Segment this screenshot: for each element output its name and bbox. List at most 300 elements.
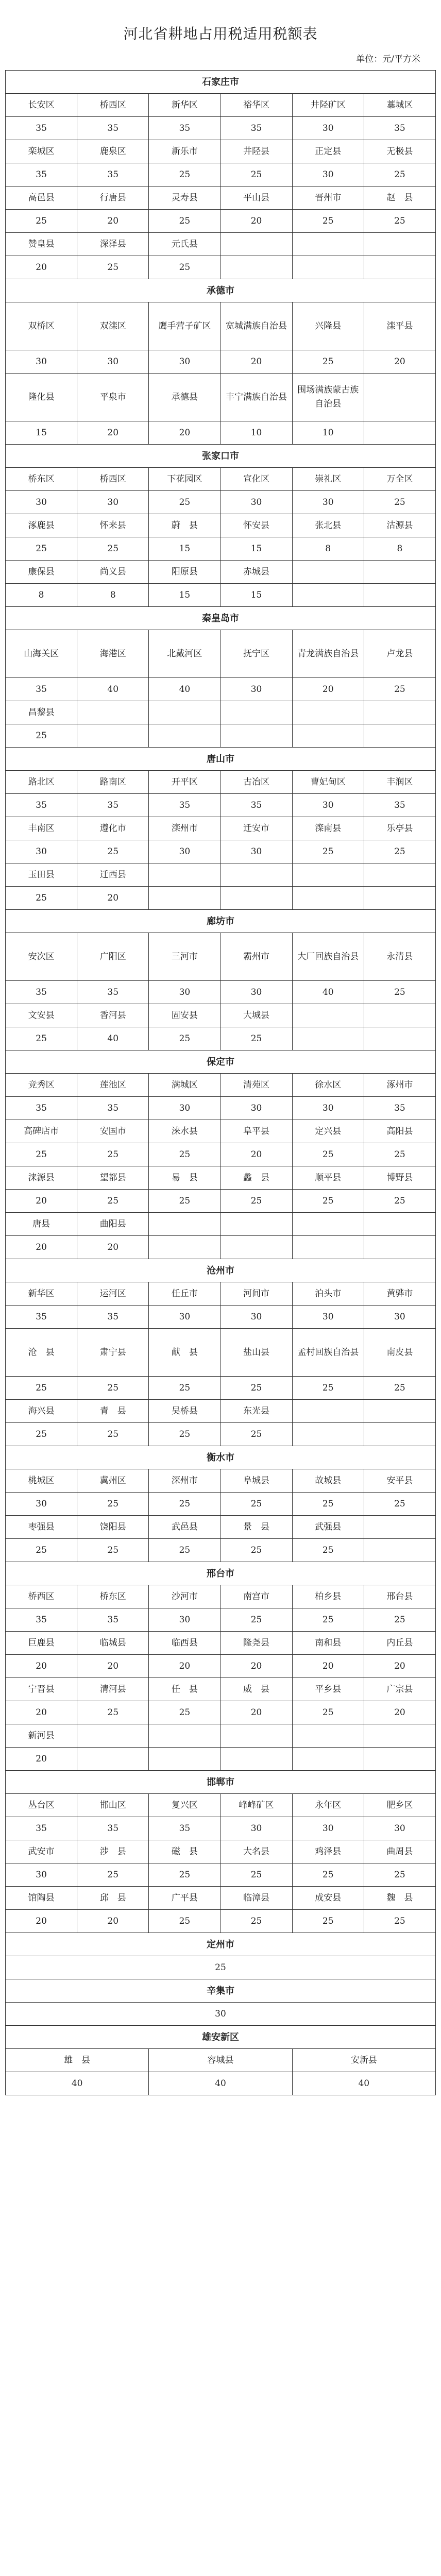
tax-rate-value: 25 [77,256,149,279]
district-name-row [6,187,436,210]
district-name-row [6,1213,436,1236]
tax-rate-value: 25 [364,678,435,701]
tax-value-row [6,1423,436,1446]
district-name-row [6,94,436,117]
tax-rate-value: 15 [149,584,220,607]
empty-cell [364,887,435,910]
city-name: 廊坊市 [6,910,436,933]
district-name: 广阳区 [77,933,149,981]
tax-value-row [6,421,436,445]
district-name: 玉田县 [6,863,77,887]
district-name-row [6,1469,436,1493]
empty-cell [292,1724,364,1748]
district-name: 邯山区 [77,1794,149,1817]
tax-rate-value: 25 [220,1377,292,1400]
city-name: 定州市 [6,1933,436,1956]
tax-rate-value: 15 [149,537,220,561]
district-name: 宁晋县 [6,1678,77,1701]
district-name-row [6,1632,436,1655]
tax-rate-value: 40 [292,2072,435,2095]
district-name: 丰润区 [364,771,435,794]
district-name: 临城县 [77,1632,149,1655]
empty-cell [292,1748,364,1771]
district-name: 赞皇县 [6,233,77,256]
tax-rate-value: 25 [149,256,220,279]
district-name: 平乡县 [292,1678,364,1701]
district-name: 平山县 [220,187,292,210]
tax-rate-value: 25 [364,1143,435,1166]
tax-rate-value: 35 [364,1097,435,1120]
district-name-row [6,1516,436,1539]
tax-rate-value: 25 [6,887,77,910]
tax-rate-value: 25 [220,1539,292,1562]
tax-rate-value: 30 [149,350,220,374]
district-name: 青龙满族自治县 [292,630,364,678]
empty-cell [149,1213,220,1236]
tax-rate-value: 30 [292,794,364,817]
tax-value-row [6,1701,436,1724]
district-name: 临漳县 [220,1887,292,1910]
empty-cell [77,724,149,748]
tax-value-row [6,840,436,863]
tax-rate-value: 25 [149,1143,220,1166]
empty-cell [220,1213,292,1236]
empty-cell [220,1236,292,1259]
district-name: 高阳县 [364,1120,435,1143]
empty-cell [364,584,435,607]
tax-value-row [6,210,436,233]
tax-rate-value: 25 [77,1539,149,1562]
tax-rate-value: 25 [149,491,220,514]
district-name: 香河县 [77,1004,149,1027]
tax-rate-value: 35 [77,1097,149,1120]
district-name: 阜平县 [220,1120,292,1143]
empty-cell [364,1213,435,1236]
district-name: 晋州市 [292,187,364,210]
district-name: 泊头市 [292,1282,364,1306]
district-name: 裕华区 [220,94,292,117]
tax-value-row [6,1608,436,1632]
tax-rate-value: 8 [6,584,77,607]
tax-value-row [6,163,436,187]
district-name: 桥东区 [6,468,77,491]
city-header-row [6,1259,436,1282]
tax-rate-value: 30 [220,491,292,514]
empty-cell [149,724,220,748]
tax-rate-value: 30 [364,1817,435,1840]
tax-rate-value: 25 [149,1910,220,1933]
empty-cell [292,256,364,279]
tax-rate-value: 25 [6,1539,77,1562]
tax-rate-value: 25 [6,210,77,233]
district-name: 三河市 [149,933,220,981]
tax-rate-value: 20 [6,1748,77,1771]
tax-rate-value: 25 [364,1493,435,1516]
district-name: 竞秀区 [6,1074,77,1097]
district-name: 海港区 [77,630,149,678]
district-name: 南皮县 [364,1329,435,1377]
tax-rate-value: 25 [77,840,149,863]
empty-cell [364,256,435,279]
tax-rate-value: 30 [292,117,364,140]
tax-rate-value: 8 [77,584,149,607]
district-name: 赤城县 [220,561,292,584]
tax-rate-value: 30 [149,981,220,1004]
tax-rate-value: 35 [149,117,220,140]
tax-rate-value: 20 [364,350,435,374]
tax-rate-value: 25 [77,1423,149,1446]
district-name: 涉 县 [77,1840,149,1863]
tax-value-row [6,1143,436,1166]
tax-rate-value: 25 [220,1910,292,1933]
district-name: 鹰手营子矿区 [149,302,220,350]
tax-rate-value: 20 [77,1910,149,1933]
tax-rate-value: 25 [364,163,435,187]
district-name: 高碑店市 [6,1120,77,1143]
tax-rate-value: 25 [220,1027,292,1050]
tax-rate-value: 20 [77,421,149,445]
tax-rate-value: 25 [364,1190,435,1213]
tax-rate-value: 20 [6,1236,77,1259]
tax-rate-value: 20 [292,678,364,701]
empty-cell [292,1004,364,1027]
tax-rate-value: 30 [6,840,77,863]
city-header-row [6,910,436,933]
tax-rate-value: 35 [6,1608,77,1632]
city-name: 张家口市 [6,445,436,468]
district-name: 双滦区 [77,302,149,350]
district-name: 阜城县 [220,1469,292,1493]
district-name: 路北区 [6,771,77,794]
tax-rate-value: 35 [6,163,77,187]
district-name-row [6,1329,436,1377]
district-name: 复兴区 [149,1794,220,1817]
district-name: 莲池区 [77,1074,149,1097]
district-name: 灵寿县 [149,187,220,210]
tax-rate-value: 15 [6,421,77,445]
tax-rate-value: 25 [77,537,149,561]
tax-rate-value: 25 [364,491,435,514]
tax-rate-value: 25 [292,1493,364,1516]
district-name: 清河县 [77,1678,149,1701]
district-name: 南宫市 [220,1585,292,1608]
city-name: 保定市 [6,1050,436,1074]
tax-value-row [6,491,436,514]
empty-cell [364,863,435,887]
district-name: 滦南县 [292,817,364,840]
empty-cell [364,1724,435,1748]
district-name-row [6,771,436,794]
district-name: 沙河市 [149,1585,220,1608]
district-name: 内丘县 [364,1632,435,1655]
tax-rate-value: 25 [6,1956,436,1979]
empty-cell [364,374,435,421]
empty-cell [149,1748,220,1771]
district-name-row [6,1004,436,1027]
tax-value-row [6,2003,436,2026]
district-name: 成安县 [292,1887,364,1910]
district-name: 沧 县 [6,1329,77,1377]
district-name: 唐县 [6,1213,77,1236]
district-name-row [6,1887,436,1910]
empty-cell [292,1027,364,1050]
tax-rate-value: 35 [77,794,149,817]
tax-rate-value: 30 [292,1306,364,1329]
district-name: 井陉县 [220,140,292,163]
district-name: 涞水县 [149,1120,220,1143]
district-name-row [6,302,436,350]
district-name: 长安区 [6,94,77,117]
district-name-row [6,561,436,584]
district-name: 隆尧县 [220,1632,292,1655]
city-header-row [6,1446,436,1469]
tax-rate-value: 35 [220,117,292,140]
tax-rate-value: 30 [364,1306,435,1329]
district-name: 盐山县 [220,1329,292,1377]
tax-rate-value: 30 [6,2003,436,2026]
tax-rate-value: 30 [149,840,220,863]
district-name: 阳原县 [149,561,220,584]
empty-cell [292,1213,364,1236]
tax-rate-value: 25 [292,1143,364,1166]
tax-rate-value: 25 [149,1423,220,1446]
tax-rate-value: 35 [6,1097,77,1120]
tax-value-row [6,794,436,817]
empty-cell [364,421,435,445]
district-name: 海兴县 [6,1400,77,1423]
tax-rate-value: 20 [220,1143,292,1166]
district-name: 曲周县 [364,1840,435,1863]
empty-cell [364,1516,435,1539]
district-name: 临西县 [149,1632,220,1655]
city-name: 邯郸市 [6,1771,436,1794]
district-name: 雄 县 [6,2049,149,2072]
city-header-row [6,607,436,630]
tax-rate-value: 25 [364,1377,435,1400]
tax-rate-value: 25 [149,210,220,233]
district-name: 涿鹿县 [6,514,77,537]
district-name: 元氏县 [149,233,220,256]
tax-rate-value: 25 [292,1190,364,1213]
city-header-row [6,1050,436,1074]
tax-rate-value: 20 [364,1655,435,1678]
tax-rate-value: 30 [220,1306,292,1329]
district-name: 正定县 [292,140,364,163]
tax-rate-value: 35 [6,678,77,701]
tax-rate-value: 25 [149,1701,220,1724]
city-name: 沧州市 [6,1259,436,1282]
city-header-row [6,1979,436,2003]
empty-cell [364,724,435,748]
empty-cell [220,887,292,910]
city-name: 石家庄市 [6,71,436,94]
district-name: 任 县 [149,1678,220,1701]
tax-rate-value: 25 [220,1190,292,1213]
district-name-row [6,1724,436,1748]
empty-cell [364,1027,435,1050]
district-name: 井陉矿区 [292,94,364,117]
tax-rate-value: 30 [292,1097,364,1120]
district-name-row [6,468,436,491]
tax-rate-value: 35 [364,117,435,140]
district-name: 霸州市 [220,933,292,981]
district-name: 定兴县 [292,1120,364,1143]
empty-cell [220,233,292,256]
empty-cell [220,863,292,887]
district-name: 平泉市 [77,374,149,421]
empty-cell [149,701,220,724]
district-name-row [6,1585,436,1608]
district-name: 丰南区 [6,817,77,840]
tax-value-row [6,1306,436,1329]
district-name-row [6,1400,436,1423]
district-name: 满城区 [149,1074,220,1097]
district-name: 丰宁满族自治县 [220,374,292,421]
tax-rate-value: 25 [149,1863,220,1887]
city-header-row [6,1562,436,1585]
tax-rate-value: 8 [292,537,364,561]
tax-rate-value: 35 [6,981,77,1004]
district-name: 文安县 [6,1004,77,1027]
city-name: 雄安新区 [6,2026,436,2049]
district-name: 蔚 县 [149,514,220,537]
tax-rate-value: 30 [6,350,77,374]
district-name: 万全区 [364,468,435,491]
district-name: 献 县 [149,1329,220,1377]
district-name: 东光县 [220,1400,292,1423]
district-name: 肥乡区 [364,1794,435,1817]
tax-rate-value: 10 [220,421,292,445]
district-name: 鹿泉区 [77,140,149,163]
district-name: 深州市 [149,1469,220,1493]
tax-rate-value: 25 [6,1027,77,1050]
tax-rate-value: 25 [77,1190,149,1213]
tax-rate-value: 25 [6,1143,77,1166]
tax-rate-value: 30 [6,491,77,514]
district-name: 南和县 [292,1632,364,1655]
tax-rate-value: 25 [292,840,364,863]
tax-rate-value: 20 [6,1910,77,1933]
district-name: 滦州市 [149,817,220,840]
tax-rate-value: 25 [77,1863,149,1887]
district-name: 涞源县 [6,1166,77,1190]
district-name: 行唐县 [77,187,149,210]
city-name: 秦皇岛市 [6,607,436,630]
tax-rate-value: 30 [220,1817,292,1840]
district-name: 大名县 [220,1840,292,1863]
district-name: 无极县 [364,140,435,163]
tax-rate-value: 40 [149,678,220,701]
tax-value-row [6,1236,436,1259]
district-name: 河间市 [220,1282,292,1306]
tax-rate-value: 25 [6,724,77,748]
tax-value-row [6,981,436,1004]
tax-rate-value: 30 [292,491,364,514]
tax-rate-value: 30 [149,1608,220,1632]
tax-rate-value: 25 [292,1701,364,1724]
city-name: 承德市 [6,279,436,302]
tax-rate-value: 35 [6,117,77,140]
tax-rate-value: 35 [77,117,149,140]
district-name-row [6,630,436,678]
empty-cell [364,1748,435,1771]
tax-rate-value: 30 [77,491,149,514]
district-name-row [6,374,436,421]
district-name: 下花园区 [149,468,220,491]
tax-rate-value: 35 [6,1817,77,1840]
tax-rate-value: 25 [364,1608,435,1632]
tax-rate-value: 25 [6,537,77,561]
tax-rate-value: 35 [6,1306,77,1329]
tax-rate-value: 15 [220,584,292,607]
tax-value-row [6,1655,436,1678]
tax-rate-value: 20 [6,1655,77,1678]
tax-rate-value: 30 [149,1097,220,1120]
tax-rate-value: 20 [6,1190,77,1213]
district-name: 抚宁区 [220,630,292,678]
tax-rate-value: 20 [77,887,149,910]
district-name: 卢龙县 [364,630,435,678]
tax-rate-value: 35 [77,1608,149,1632]
tax-rate-value: 30 [220,678,292,701]
tax-rate-value: 35 [77,163,149,187]
district-name-row [6,1074,436,1097]
tax-rate-value: 25 [220,1423,292,1446]
district-name: 赵 县 [364,187,435,210]
tax-rate-value: 25 [292,1863,364,1887]
tax-rate-value: 40 [77,1027,149,1050]
tax-rate-value: 35 [149,794,220,817]
district-name: 迁西县 [77,863,149,887]
tax-value-row [6,537,436,561]
district-name: 安平县 [364,1469,435,1493]
district-name: 广平县 [149,1887,220,1910]
district-name-row [6,2049,436,2072]
tax-rate-value: 25 [292,350,364,374]
district-name: 栾城区 [6,140,77,163]
district-name: 邱 县 [77,1887,149,1910]
empty-cell [292,1400,364,1423]
district-name: 遵化市 [77,817,149,840]
tax-rate-value: 25 [292,1910,364,1933]
tax-rate-value: 10 [292,421,364,445]
district-name: 武强县 [292,1516,364,1539]
empty-cell [292,561,364,584]
district-name-row [6,1120,436,1143]
empty-cell [77,1724,149,1748]
district-name: 双桥区 [6,302,77,350]
tax-rate-value: 25 [77,1701,149,1724]
tax-value-row [6,1377,436,1400]
empty-cell [364,561,435,584]
city-header-row [6,748,436,771]
district-name: 新乐市 [149,140,220,163]
empty-cell [220,724,292,748]
district-name: 景 县 [220,1516,292,1539]
district-name: 馆陶县 [6,1887,77,1910]
tax-rate-value: 20 [292,1655,364,1678]
district-name: 迁安市 [220,817,292,840]
tax-rate-value: 35 [77,1306,149,1329]
district-name: 丛台区 [6,1794,77,1817]
district-name: 安国市 [77,1120,149,1143]
tax-rate-table [5,70,436,2095]
district-name: 怀来县 [77,514,149,537]
district-name: 邢台县 [364,1585,435,1608]
city-header-row [6,445,436,468]
district-name: 崇礼区 [292,468,364,491]
tax-value-row [6,1956,436,1979]
